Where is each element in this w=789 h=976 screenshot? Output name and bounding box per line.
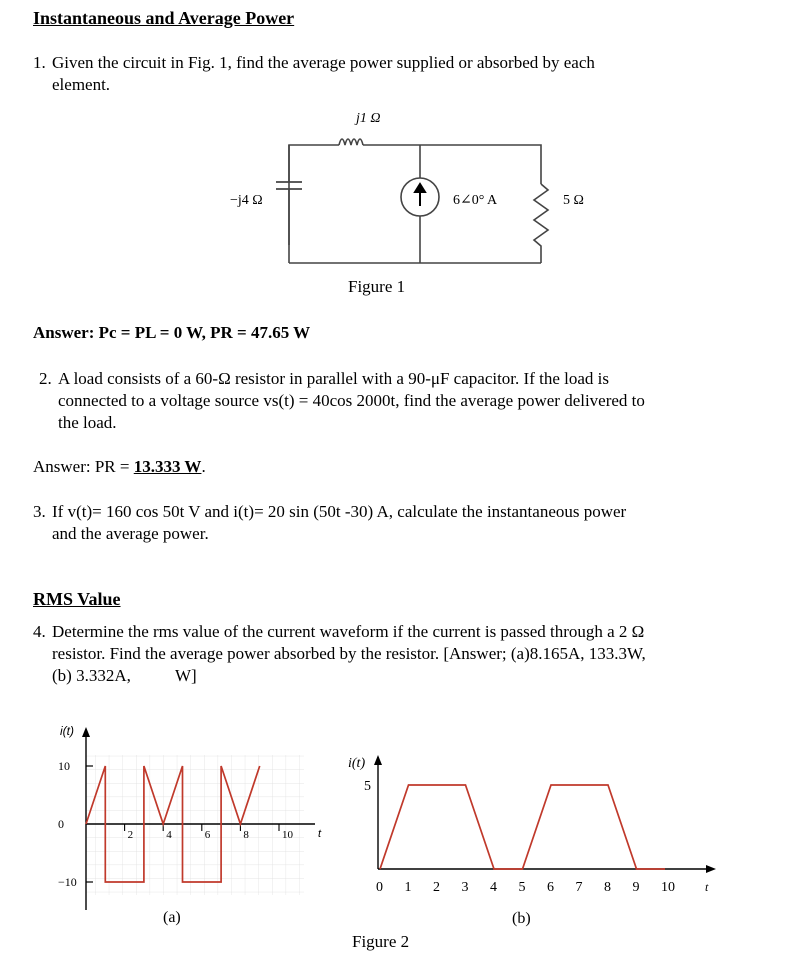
chart-a-grid xyxy=(86,755,304,895)
chart-a-xtick-label: 2 xyxy=(127,829,134,841)
chart-b-x-arrow-icon xyxy=(706,865,716,873)
chart-b-xtick-label: 7 xyxy=(575,880,583,895)
q1-answer: Answer: Pc = PL = 0 W, PR = 47.65 W xyxy=(33,323,311,342)
capacitor-label: −j4 Ω xyxy=(230,193,263,208)
chart-a-xtick-label: 8 xyxy=(243,829,249,841)
chart-b-xtick-label: 1 xyxy=(404,880,412,895)
q2-line1: A load consists of a 60-Ω resistor in parallel with a 90-μF capacitor. If the load is xyxy=(58,369,609,388)
chart-b-xtick-label: 4 xyxy=(490,880,497,895)
section-title-rms: RMS Value xyxy=(33,589,121,609)
chart-a-xtick-label: 4 xyxy=(166,829,172,841)
chart-b-xtick-label: 10 xyxy=(661,880,675,895)
q4-line3b: W] xyxy=(175,666,197,685)
chart-b-xtick-label: 9 xyxy=(632,880,640,895)
q4-line2: resistor. Find the average power absorbed by the resistor. [Answer; (a)8.165A, 133.3W, xyxy=(52,644,646,663)
chart-b-y-arrow-icon xyxy=(374,755,382,765)
chart-a-y-arrow-icon xyxy=(82,727,90,737)
q1-number: 1. xyxy=(33,53,46,72)
chart-b-series xyxy=(380,785,665,869)
q2-line2: connected to a voltage source vs(t) = 40cos 2000t, find the average power delivered to xyxy=(58,391,645,410)
chart-a-title: (a) xyxy=(163,909,181,926)
chart-b-xlabel: t xyxy=(705,880,709,894)
chart-b-xtick-label: 8 xyxy=(604,880,611,895)
q3-line1: If v(t)= 160 cos 50t V and i(t)= 20 sin (50t -30) A, calculate the instantaneous power xyxy=(52,502,627,521)
wire-top-right xyxy=(363,145,541,184)
q2-number: 2. xyxy=(39,369,52,388)
section-title-power: Instantaneous and Average Power xyxy=(33,8,295,28)
q2-line3: the load. xyxy=(58,413,117,432)
q3-number: 3. xyxy=(33,502,46,521)
q2-answer-suffix: . xyxy=(201,457,206,476)
q4-line3a: (b) 3.332A, xyxy=(52,666,131,685)
chart-a-ytick-label: 0 xyxy=(58,817,64,831)
q1-line2: element. xyxy=(52,75,111,94)
resistor xyxy=(534,184,548,263)
chart-a xyxy=(0,715,345,930)
inductor-label: j1 Ω xyxy=(356,111,381,126)
chart-b-ytick-label: 5 xyxy=(364,779,371,794)
figure1-circuit xyxy=(0,100,789,300)
chart-b-xtick-label: 6 xyxy=(547,880,554,895)
chart-b-xtick-label: 0 xyxy=(376,880,383,895)
resistor-label: 5 Ω xyxy=(563,193,584,208)
chart-a-ytick-label: −10 xyxy=(58,875,77,889)
q4-line1: Determine the rms value of the current waveform if the current is passed through a 2 Ω xyxy=(52,622,645,641)
chart-b-ylabel: i(t) xyxy=(348,756,366,771)
q2-answer-prefix: Answer: PR = xyxy=(33,457,134,476)
chart-a-xtick-label: 6 xyxy=(204,829,211,841)
chart-a-xlabel: t xyxy=(318,828,322,840)
chart-b-xtick-label: 3 xyxy=(461,880,469,895)
q2-answer xyxy=(33,456,206,478)
source-label: 6∠0° A xyxy=(453,193,498,208)
inductor xyxy=(339,139,363,145)
chart-a-ylabel: i(t) xyxy=(60,724,74,738)
q1-line1: Given the circuit in Fig. 1, find the average power supplied or absorbed by each xyxy=(52,53,595,72)
q4-number: 4. xyxy=(33,622,46,641)
wire-top-left xyxy=(289,145,339,245)
chart-b xyxy=(340,745,740,935)
q3-line2: and the average power. xyxy=(52,524,209,543)
figure1-caption: Figure 1 xyxy=(348,277,406,296)
q2-answer-value: 13.333 W xyxy=(133,457,202,476)
up-arrow-icon xyxy=(415,184,425,192)
chart-b-xtick-label: 2 xyxy=(433,880,440,895)
chart-a-ytick-label: 10 xyxy=(58,759,70,773)
chart-b-xtick-label: 5 xyxy=(518,880,526,895)
chart-a-xtick-label: 10 xyxy=(282,829,293,841)
chart-b-title: (b) xyxy=(512,910,531,927)
figure2-caption: Figure 2 xyxy=(352,932,410,951)
